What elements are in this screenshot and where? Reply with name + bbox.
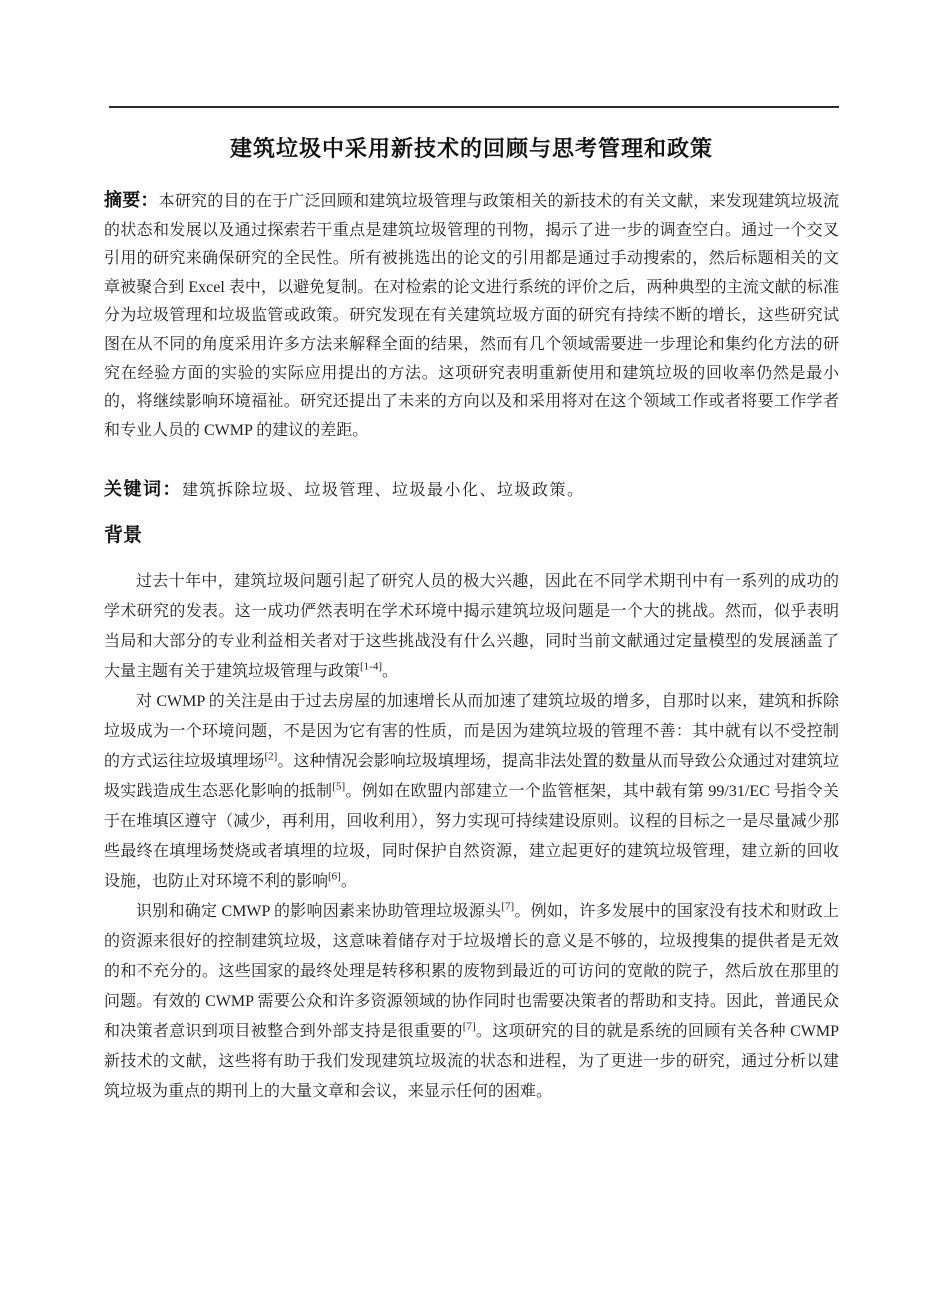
text-segment: 。这项研究的目的就是系统的回顾有关各种 CWMP 新技术的文献，这些将有助于我们发现建筑垃圾流的状态和进程，为了更进一步的研究，通过分析以建筑垃圾为重点的期刊上的大量文章和会议，来显示任何的困难。 <box>104 1023 839 1101</box>
text-segment: 识别和确定 CMWP 的影响因素来协助管理垃圾源头 <box>136 903 502 921</box>
keywords-label: 关键词： <box>104 479 182 500</box>
text-segment: 。例如在欧盟内部建立一个监管框架，其中载有第 99/31/EC 号指令关于在堆填区遵守（减少，再利用，回收利用），努力实现可持续建设原则。议程的目标之一是尽量减少那些最终在填埋场焚烧或者填埋的垃圾，同时保护自然资源，建立起更好的建筑垃圾管理，建立新的回收设施，也防止对环境不利的影响 <box>104 783 839 891</box>
keywords-text: 建筑拆除垃圾、垃圾管理、垃圾最小化、垃圾政策。 <box>182 482 585 500</box>
citation-ref: [5] <box>332 781 346 794</box>
citation-ref: [2] <box>264 751 278 764</box>
text-segment: 。 <box>382 663 399 681</box>
abstract-paragraph <box>104 186 839 445</box>
keywords-line <box>104 475 839 505</box>
body-paragraph-1 <box>104 567 839 687</box>
citation-ref: [1-4] <box>360 661 383 674</box>
text-segment: 。例如，许多发展中的国家没有技术和财政上的资源来很好的控制建筑垃圾，这意味着储存对于垃圾增长的意义是不够的，垃圾搜集的提供者是无效的和不充分的。这些国家的最终处理是转移积累的废物到最近的可访问的宽敞的院子，然后放在那里的问题。有效的 CWMP 需要公众和许多资源领域的协作同时也需要决策者的帮助和支持。因此，普通民众和决策者意识到项目被整合到外部支持是很重要的 <box>104 903 839 1041</box>
body-paragraph-2 <box>104 687 839 897</box>
text-segment: 。 <box>340 873 357 891</box>
text-segment: 过去十年中，建筑垃圾问题引起了研究人员的极大兴趣，因此在不同学术期刊中有一系列的成功的学术研究的发表。这一成功俨然表明在学术环境中揭示建筑垃圾问题是一个大的挑战。然而，似乎表明当局和大部分的专业利益相关者对于这些挑战没有什么兴趣，同时当前文献通过定量模型的发展涵盖了大量主题有关于建筑垃圾管理与政策 <box>104 573 839 681</box>
header-rule <box>109 106 839 108</box>
citation-ref: [7] <box>462 1021 476 1034</box>
paper-title: 建筑垃圾中采用新技术的回顾与思考管理和政策 <box>229 136 713 161</box>
citation-ref: [7] <box>501 901 515 914</box>
section-heading-background: 背景 <box>104 525 143 547</box>
text-segment: 对 CWMP 的关注是由于过去房屋的加速增长从而加速了建筑垃圾的增多，自那时以来，建筑和拆除垃圾成为一个环境问题，不是因为它有害的性质，而是因为建筑垃圾的管理不善：其中就有以不受控制的方式运往垃圾填埋场 <box>104 693 839 771</box>
abstract-label: 摘要： <box>104 190 159 210</box>
abstract-text: 本研究的目的在于广泛回顾和建筑垃圾管理与政策相关的新技术的有关文献，来发现建筑垃圾流的状态和发展以及通过探索若干重点是建筑垃圾管理的刊物，揭示了进一步的调查空白。通过一个交叉引用的研究来确保研究的全民性。所有被挑选出的论文的引用都是通过手动搜索的，然后标题相关的文章被聚合到 Excel 表中，以避免复制。在对检索的论文进行系统的评价之后，两种典型的主流文献的标准分为垃圾管理和垃圾监管或政策。研究发现在有关建筑垃圾方面的研究有持续不断的增长，这些研究试图在从不同的角度采用许多方法来解释全面的结果，然而有几个领域需要进一步理论和集约化方法的研究在经验方面的实验的实际应用提出的方法。这项研究表明重新使用和建筑垃圾的回收率仍然是最小的，将继续影响环境福祉。研究还提出了未来的方向以及和采用将对在这个领域工作或者将要工作学者和专业人员的 CWMP 的建议的差距。 <box>104 193 839 439</box>
citation-ref: [6] <box>328 871 341 884</box>
page-content <box>104 0 839 1107</box>
body-paragraph-3 <box>104 897 839 1107</box>
text-segment: 。这种情况会影响垃圾填埋场，提高非法处置的数量从而导致公众通过对建筑垃圾实践造成生态恶化影响的抵制 <box>104 753 839 801</box>
